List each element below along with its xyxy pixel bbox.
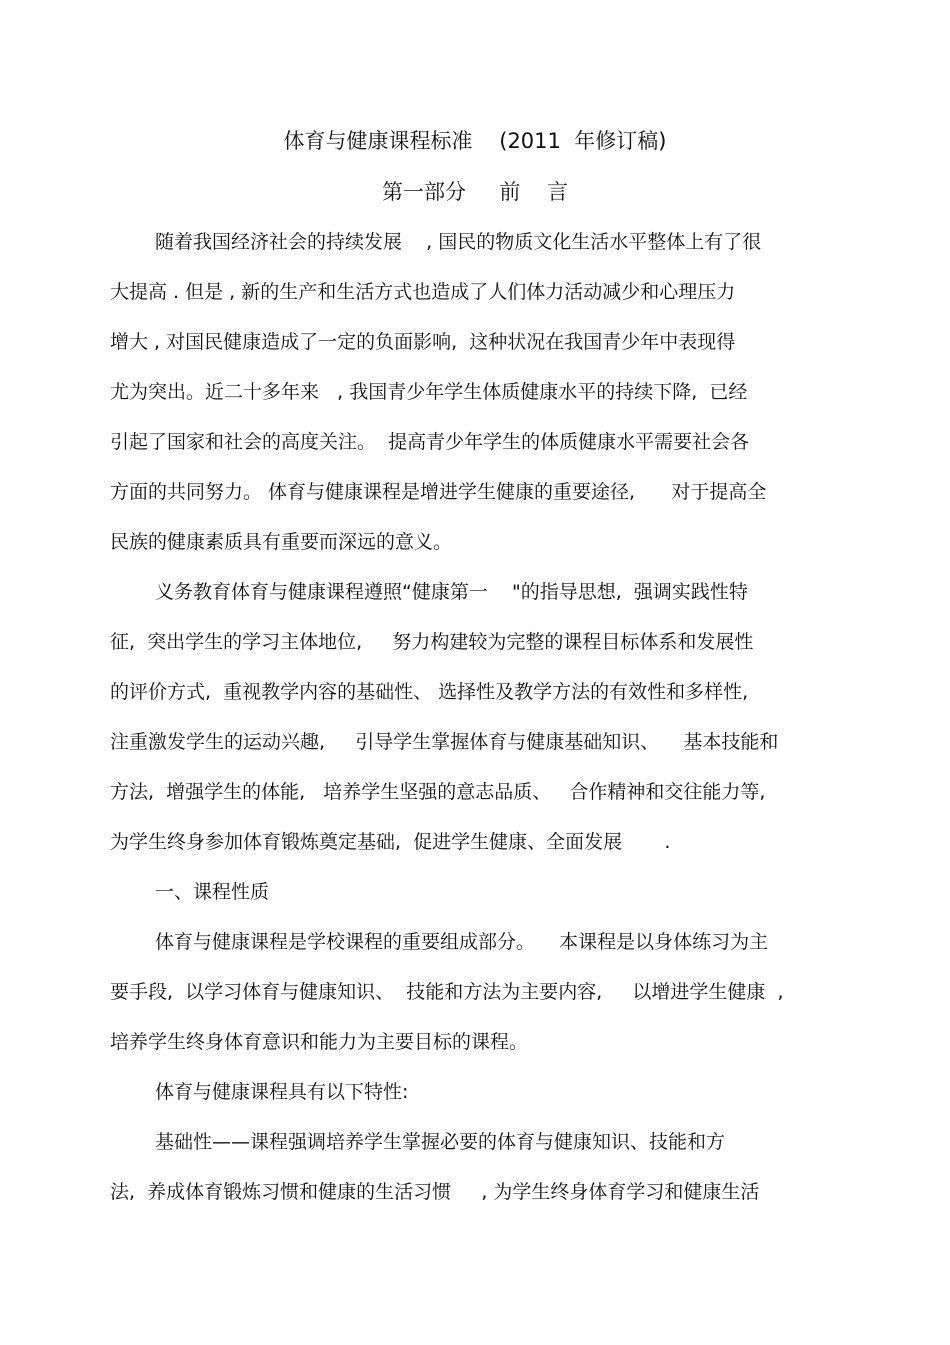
text-line: 大提高 . 但是 , 新的生产和生活方式也造成了人们体力活动减少和心理压力 bbox=[110, 281, 736, 303]
text-line: 随着我国经济社会的持续发展 , 国民的物质文化生活水平整体上有了很 bbox=[155, 231, 762, 253]
text-line: 法, 养成体育锻炼习惯和健康的生活习惯 , 为学生终身体育学习和健康生活 bbox=[110, 1181, 760, 1203]
text-line: 的评价方式, 重视教学内容的基础性、 选择性及教学方法的有效性和多样性, bbox=[110, 681, 749, 703]
text-line: 民族的健康素质具有重要而深远的意义。 bbox=[110, 531, 453, 553]
text-line: 增大 , 对国民健康造成了一定的负面影响, 这种状况在我国青少年中表现得 bbox=[110, 331, 736, 353]
text-line: 方面的共同努力。 体育与健康课程是增进学生健康的重要途径, 对于提高全 bbox=[110, 481, 767, 503]
text-line: 体育与健康课程是学校课程的重要组成部分。 本课程是以身体练习为主 bbox=[155, 931, 769, 953]
document-title: 体育与健康课程标准 (2011 年修订稿) bbox=[283, 129, 667, 153]
text-line: 要手段, 以学习体育与健康知识、 技能和方法为主要内容, 以增进学生健康 , bbox=[110, 981, 784, 1003]
text-line: 为学生终身参加体育锻炼奠定基础, 促进学生健康、全面发展 . bbox=[110, 831, 671, 853]
section-title: 第一部分 前 言 bbox=[381, 180, 569, 204]
text-line: 方法, 增强学生的体能, 培养学生坚强的意志品质、 合作精神和交往能力等, bbox=[110, 781, 766, 803]
text-line: 基础性——课程强调培养学生掌握必要的体育与健康知识、技能和方 bbox=[155, 1131, 726, 1153]
text-line: 注重激发学生的运动兴趣, 引导学生掌握体育与健康基础知识、 基本技能和 bbox=[110, 731, 779, 753]
text-line: 义务教育体育与健康课程遵照“健康第一 "的指导思想, 强调实践性特 bbox=[155, 581, 748, 603]
text-line: 培养学生终身体育意识和能力为主要目标的课程。 bbox=[110, 1031, 529, 1053]
text-line: 征, 突出学生的学习主体地位, 努力构建较为完整的课程目标体系和发展性 bbox=[110, 631, 754, 653]
text-line: 尤为突出。近二十多年来 , 我国青少年学生体质健康水平的持续下降, 已经 bbox=[110, 381, 748, 403]
text-line: 体育与健康课程具有以下特性: bbox=[155, 1081, 409, 1103]
text-line: 引起了国家和社会的高度关注。 提高青少年学生的体质健康水平需要社会各 bbox=[110, 431, 750, 453]
section-heading: 一、课程性质 bbox=[155, 881, 270, 903]
